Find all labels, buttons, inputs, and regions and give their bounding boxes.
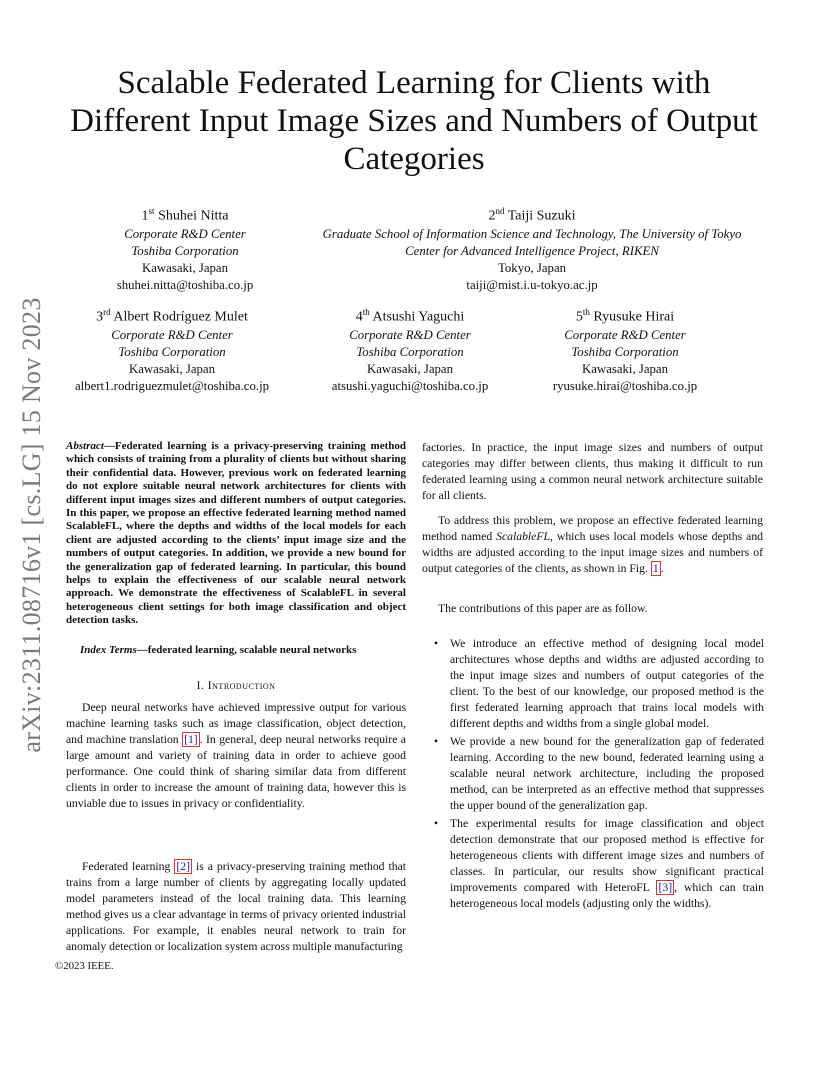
- citation-link[interactable]: [2]: [176, 860, 190, 873]
- author-name: Shuhei Nitta: [158, 208, 229, 224]
- author-ordinal-sup: rd: [103, 307, 111, 317]
- author-ordinal: 5: [575, 309, 583, 325]
- list-item: [434, 636, 764, 732]
- copyright-notice: ©2023 IEEE.: [55, 960, 114, 972]
- method-name: ScalableFL: [496, 530, 551, 543]
- author-dept: Corporate R&D Center: [124, 226, 246, 241]
- paragraph-text: .: [660, 562, 664, 575]
- bullet-icon: •: [434, 817, 439, 830]
- author-name: Taiji Suzuki: [507, 208, 576, 224]
- figure-link[interactable]: 1: [652, 562, 659, 575]
- author-org: Toshiba Corporation: [118, 344, 226, 359]
- index-terms-label: Index Terms: [80, 644, 137, 656]
- contributions-list: [434, 636, 764, 914]
- citation-link[interactable]: [3]: [658, 881, 673, 894]
- bullet-icon: •: [434, 735, 439, 748]
- bullet-icon: •: [434, 637, 439, 650]
- author-block-1: [100, 202, 270, 294]
- author-ordinal: 1: [141, 208, 149, 224]
- author-ordinal-sup: th: [362, 307, 370, 317]
- abstract: [66, 440, 406, 628]
- author-org: Toshiba Corporation: [356, 344, 464, 359]
- author-dept: Graduate School of Information Science and Technology, The University of Tokyo: [322, 226, 742, 241]
- index-terms: [66, 643, 406, 657]
- paragraph-text: To address this problem, we propose an effective federated learning method named: [422, 514, 763, 543]
- intro-paragraph-3: [422, 513, 763, 577]
- title-line: Scalable Federated Learning for Clients with: [117, 65, 711, 101]
- section-numeral: I.: [196, 680, 208, 692]
- abstract-label: Abstract: [66, 440, 104, 452]
- list-item: [434, 816, 764, 912]
- author-org: Toshiba Corporation: [571, 344, 679, 359]
- abstract-text: —Federated learning is a privacy-preserving training method which consists of training from a plurality of clients but without sharing their confidential data. However, previous work on federated learning do not explore suitable neural network architectures for clients with different input images sizes and different numbers of output categories. In this paper, we propose an effective federated learning method named ScalableFL, where the depths and widths of the local models for each client are adjusted according to the clients’ input image size and the numbers of output categories. In addition, we provide a new bound for the generalization gap of federated learning. In particular, this bound helps to explain the effectiveness of our scalable neural network approach. We demonstrate the effectiveness of ScalableFL in several heterogeneous client settings for both image classification and object detection tasks.: [66, 440, 406, 627]
- citation-link[interactable]: [1]: [184, 733, 198, 746]
- author-dept: Corporate R&D Center: [111, 327, 233, 342]
- intro-paragraph-4: [422, 601, 763, 617]
- author-name: Albert Rodríguez Mulet: [113, 309, 248, 325]
- paragraph-text: , which uses local models whose depths and widths are adjusted according to the input image sizes and numbers of output categories of the clients, as shown in Fig.: [422, 530, 764, 575]
- intro-paragraph-2: [66, 859, 406, 955]
- list-item-text: , which can train heterogeneous local models (adjusting only the widths).: [450, 881, 765, 910]
- author-location: Kawasaki, Japan: [129, 361, 215, 376]
- intro-paragraph-continued: [422, 440, 763, 504]
- paragraph-text: . In general, deep neural networks require a large amount and variety of training data in order to achieve good performance. One could think of sharing similar data from different clients in order to increase the amount of training data, however this is unviable due to issues in privacy or confidentiality.: [66, 733, 406, 810]
- author-email: albert1.rodriguezmulet@toshiba.co.jp: [74, 378, 270, 393]
- author-dept: Corporate R&D Center: [349, 327, 471, 342]
- author-block-2: [300, 202, 764, 294]
- author-block-4: [318, 303, 502, 395]
- list-item-text: We introduce an effective method of designing local model architectures whose depths and widths are adjusted according to the input image sizes and numbers of output categories of the client. To the best of our knowledge, our proposed method is the first federated learning approach that trains local models with different depths and widths from a single global model.: [450, 637, 764, 730]
- intro-paragraph-1: [66, 700, 406, 812]
- paragraph-text: The contributions of this paper are as follow.: [438, 602, 648, 615]
- author-email: taiji@mist.i.u-tokyo.ac.jp: [466, 277, 598, 292]
- author-dept: Corporate R&D Center: [564, 327, 686, 342]
- index-terms-text: —federated learning, scalable neural networks: [136, 644, 357, 656]
- author-block-3: [60, 303, 284, 395]
- section-title: Introduction: [207, 678, 276, 692]
- author-email: ryusuke.hirai@toshiba.co.jp: [552, 378, 698, 393]
- author-ordinal-sup: nd: [495, 206, 505, 216]
- section-heading: [66, 678, 406, 693]
- author-location: Kawasaki, Japan: [142, 260, 228, 275]
- paragraph-text: factories. In practice, the input image sizes and numbers of output categories may differ between clients, thus making it difficult to run federated learning using a common neural network architecture suitable for all clients.: [422, 441, 763, 502]
- arxiv-stamp: [12, 290, 52, 760]
- paragraph-text: Federated learning: [82, 860, 175, 873]
- list-item-text: We provide a new bound for the generalization gap of federated learning. According to the new bound, federated learning using a scalable neural network architecture, including the proposed method, can be interpreted as an effective method that suppresses the upper bound of the generalization gap.: [450, 735, 764, 812]
- author-email: shuhei.nitta@toshiba.co.jp: [116, 277, 254, 292]
- author-ordinal-sup: st: [148, 206, 155, 216]
- title-line: Categories: [343, 141, 485, 177]
- title-line: Different Input Image Sizes and Numbers of Output: [70, 103, 758, 139]
- author-ordinal: 4: [355, 309, 363, 325]
- author-org: Toshiba Corporation: [131, 243, 239, 258]
- list-item-text: The experimental results for image classification and object detection demonstrate that our proposed method is effective for heterogeneous clients with different image sizes and numbers of classes. In particular, our results show significant practical improvements compared with HeteroFL: [450, 817, 764, 894]
- author-org: Center for Advanced Intelligence Project, RIKEN: [405, 243, 659, 258]
- author-name: Atsushi Yaguchi: [372, 309, 465, 325]
- author-block-5: [540, 303, 710, 395]
- paper-title: [60, 64, 768, 178]
- author-ordinal: 3: [96, 309, 104, 325]
- author-ordinal-sup: th: [582, 307, 590, 317]
- list-item: [434, 734, 764, 814]
- paragraph-text: is a privacy-preserving training method that trains from a large number of clients by aggregating locally updated model parameters instead of the local training data. This learning method gives us a clear advantage in terms of privacy oriented industrial applications. For example, it enables neural network to train for anomaly detection or localization system across multiple manufacturing: [66, 860, 407, 953]
- author-location: Kawasaki, Japan: [367, 361, 453, 376]
- author-name: Ryusuke Hirai: [593, 309, 675, 325]
- author-location: Kawasaki, Japan: [582, 361, 668, 376]
- author-location: Tokyo, Japan: [497, 260, 567, 275]
- paragraph-text: Deep neural networks have achieved impressive output for various machine learning tasks such as image classification, object detection, and machine translation: [66, 701, 406, 746]
- author-ordinal: 2: [488, 208, 496, 224]
- author-email: atsushi.yaguchi@toshiba.co.jp: [331, 378, 489, 393]
- arxiv-stamp-text: arXiv:2311.08716v1 [cs.LG] 15 Nov 2023: [17, 297, 46, 753]
